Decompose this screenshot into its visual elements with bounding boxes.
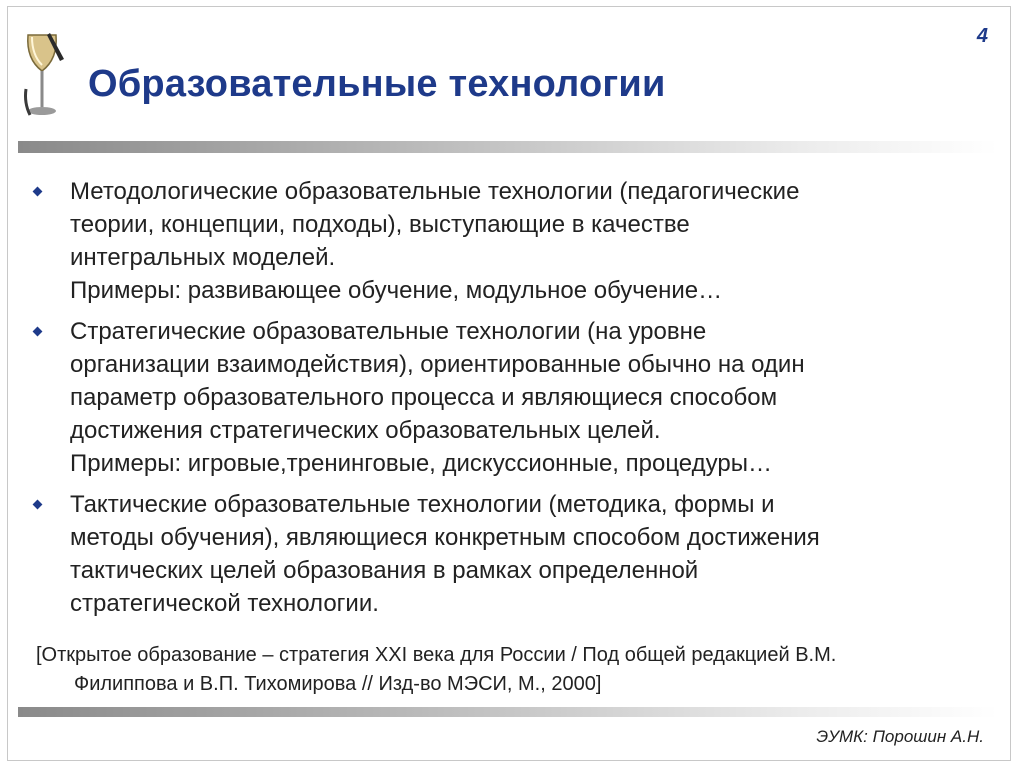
- bullet-item-strategic: [30, 315, 990, 480]
- bullet-line: методы обучения), являющиеся конкретным способом достижения: [70, 524, 820, 551]
- diamond-bullet-icon: [33, 327, 43, 337]
- bullet-item-tactical: [30, 488, 990, 620]
- bullet-line: Методологические образовательные технологии (педагогические: [70, 178, 800, 205]
- reference-line: [Открытое образование – стратегия XXI века для России / Под общей редакцией В.М.: [36, 644, 837, 666]
- diamond-bullet-icon: [33, 500, 43, 510]
- bullet-line: Примеры: развивающее обучение, модульное обучение…: [70, 277, 723, 304]
- page-number: 4: [976, 25, 988, 47]
- bullet-line: достижения стратегических образовательных целей.: [70, 417, 661, 444]
- bullet-line: теории, концепции, подходы), выступающие в качестве: [70, 211, 690, 238]
- bullet-list: [30, 175, 990, 628]
- bullet-line: стратегической технологии.: [70, 590, 379, 617]
- bullet-line: Тактические образовательные технологии (методика, формы и: [70, 491, 775, 518]
- footer-author: ЭУМК: Порошин А.Н.: [816, 727, 984, 746]
- title-divider: [18, 141, 998, 153]
- wine-glass-logo-icon: [20, 29, 68, 121]
- bullet-line: параметр образовательного процесса и являющиеся способом: [70, 384, 778, 411]
- slide: [7, 6, 1011, 761]
- reference-citation: [36, 641, 996, 699]
- bullet-line: интегральных моделей.: [70, 244, 336, 271]
- diamond-bullet-icon: [33, 187, 43, 197]
- bullet-line: Примеры: игровые,тренинговые, дискуссионные, процедуры…: [70, 450, 772, 477]
- bullet-line: организации взаимодействия), ориентированные обычно на один: [70, 351, 805, 378]
- bullet-line: Стратегические образовательные технологии (на уровне: [70, 318, 707, 345]
- bullet-line: тактических целей образования в рамках определенной: [70, 557, 699, 584]
- bullet-item-methodological: [30, 175, 990, 307]
- footer-divider: [18, 707, 998, 717]
- slide-title: Образовательные технологии: [88, 63, 666, 105]
- reference-line: Филиппова и В.П. Тихомирова // Изд-во МЭСИ, М., 2000]: [74, 673, 602, 695]
